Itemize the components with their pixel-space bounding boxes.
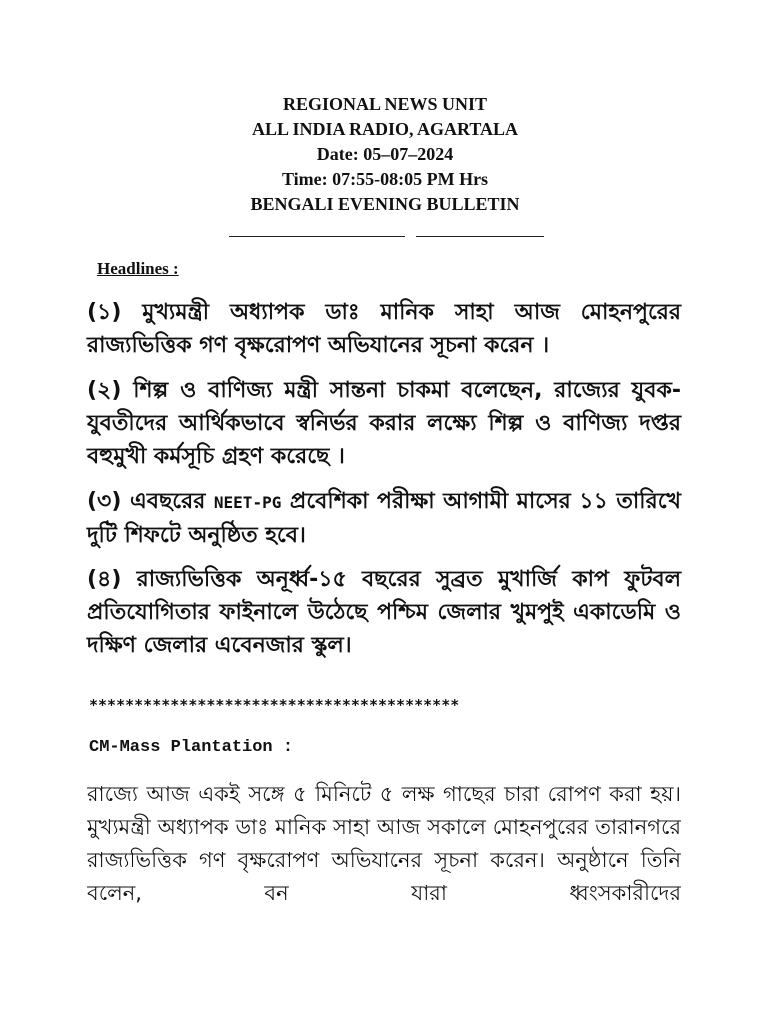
headline-3-suffix: প্রবেশিকা পরীক্ষা আগামী মাসের ১১ তারিখে দুটি শিফটে অনুষ্ঠিত হবে।	[87, 489, 681, 548]
headline-item-1: (১) মুখ্যমন্ত্রী অধ্যাপক ডাঃ মানিক সাহা আজ মোহনপুরের রাজ্যভিত্তিক গণ বৃক্ষরোপণ অভিযানের সূচনা করেন ।	[87, 300, 681, 358]
bulletin-name: BENGALI EVENING BULLETIN	[250, 194, 520, 214]
bulletin-date: Date: 05–07–2024	[316, 144, 454, 164]
header-divider-left	[229, 236, 405, 237]
story-body: রাজ্যে আজ একই সঙ্গে ৫ মিনিটে ৫ লক্ষ গাছের চারা রোপণ করা হয়। মুখ্যমন্ত্রী অধ্যাপক ডাঃ মানিক সাহা আজ সকালে মোহনপুরের তারানগরে রাজ্যভিত্তিক গণ বৃক্ষরোপণ অভিযানের সূচনা করেন। অনুষ্ঠানে তিনি বলেন, বন যারা ধ্বংসকারীদের	[87, 782, 681, 905]
headline-item-3	[87, 485, 681, 552]
headline-3-prefix: (৩) এবছরের	[87, 489, 214, 514]
story-title: CM-Mass Plantation :	[89, 738, 294, 757]
headline-item-4: (৪) রাজ্যভিত্তিক অনূর্ধ্ব-১৫ বছরের সুব্রত মুখার্জি কাপ ফুটবল প্রতিযোগিতার ফাইনালে উঠেছে পশ্চিম জেলার খুমপুই একাডেমি ও দক্ষিণ জেলার এবেনজার স্কুল।	[87, 567, 681, 658]
bulletin-header	[0, 92, 770, 217]
bulletin-time: Time: 07:55-08:05 PM Hrs	[281, 169, 489, 189]
headline-item-2: (২) শিল্প ও বাণিজ্য মন্ত্রী সান্তনা চাকমা বলেছেন, রাজ্যের যুবক-যুবতীদের আর্থিকভাবে স্বনির্ভর করার লক্ষ্যে শিল্প ও বাণিজ্য দপ্তর বহুমুখী কর্মসূচি গ্রহণ করেছে ।	[87, 378, 681, 469]
news-unit-title: REGIONAL NEWS UNIT	[282, 94, 488, 114]
headlines-label: Headlines :	[97, 259, 179, 278]
headline-3-exam-code: NEET-PG	[213, 493, 282, 512]
station-name: ALL INDIA RADIO, AGARTALA	[251, 119, 519, 139]
section-separator: *****************************************	[89, 696, 460, 714]
header-divider-right	[416, 236, 544, 237]
